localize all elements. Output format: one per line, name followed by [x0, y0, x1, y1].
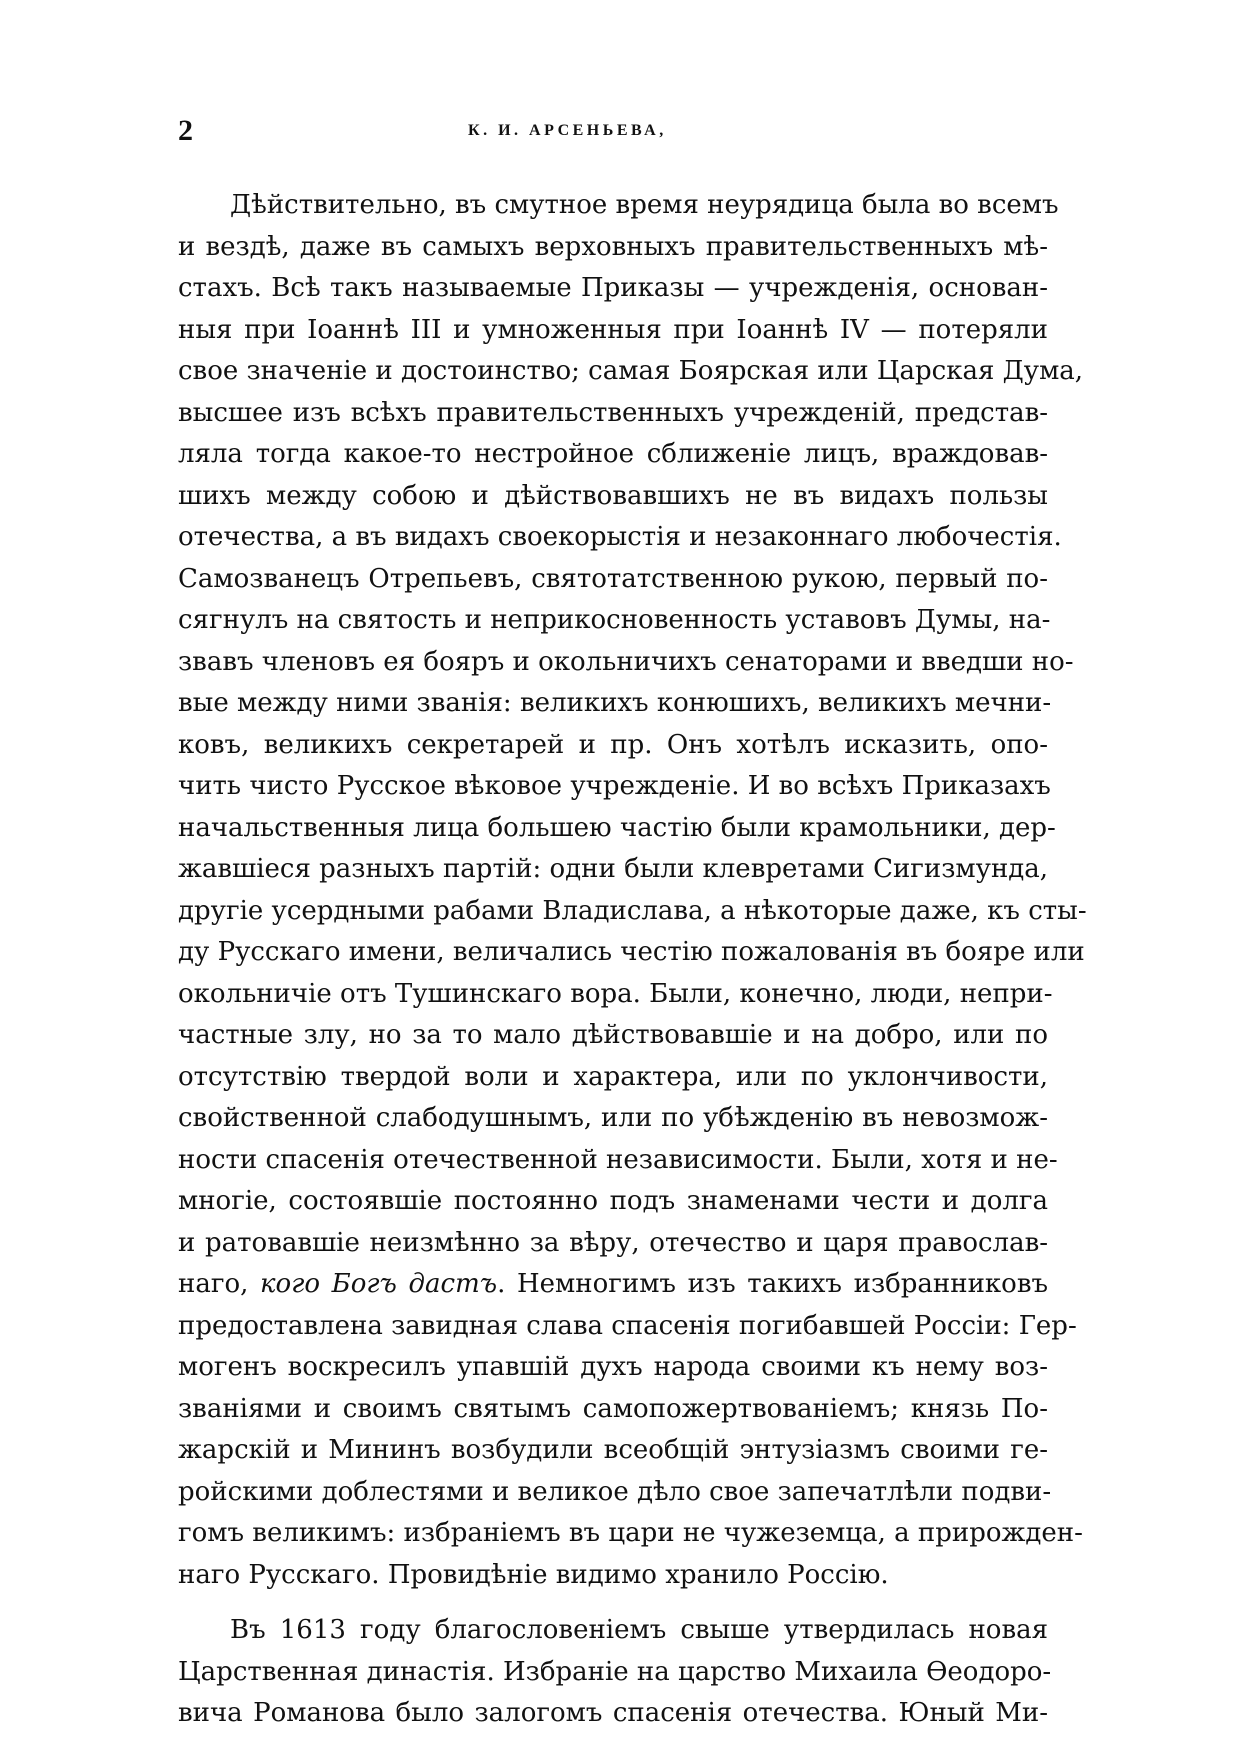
text-line: и ратовавшіе неизмѣнно за вѣру, отечество и царя православ-	[178, 1227, 1048, 1258]
text-line: ду Русскаго имени, величались честію пожалованія въ бояре или	[178, 937, 1085, 967]
text-line: жарскій и Мининъ возбудили всеобщій энтузіазмъ своими ге-	[178, 1435, 1048, 1465]
text-line: ныя при Іоаннѣ III и умноженныя при Іоаннѣ IV — потеряли	[178, 314, 1048, 345]
text-line: Дѣйствительно, въ смутное время неурядица была во всемъ	[230, 190, 1059, 220]
text-line: ковъ, великихъ секретарей и пр. Онъ хотѣлъ исказить, опо-	[178, 729, 1048, 760]
text-line: вича Романова было залогомъ спасенія отечества. Юный Ми-	[178, 1698, 1048, 1728]
text-line: свое значеніе и достоинство; самая Боярская или Царская Дума,	[178, 356, 1084, 386]
text-line: могенъ воскресилъ упавшій духъ народа своими къ нему воз-	[178, 1352, 1048, 1382]
text-line: другіе усердными рабами Владислава, а нѣкоторые даже, къ сты-	[178, 895, 1087, 926]
text-line: званіями и своимъ святымъ самопожертвованіемъ; князь По-	[178, 1393, 1048, 1424]
text-line: частные злу, но за то мало дѣйствовавшіе и на добро, или по	[178, 1020, 1048, 1050]
text-line: Въ 1613 году благословеніемъ свыше утвердилась новая	[230, 1615, 1048, 1645]
text-line: отсутствію твердой воли и характера, или по уклончивости,	[178, 1061, 1048, 1092]
text-line: Самозванецъ Отрепьевъ, святотатственною рукою, первый по-	[178, 563, 1048, 594]
text-line: сягнулъ на святость и неприкосновенность уставовъ Думы, на-	[178, 605, 1051, 635]
text-line: и вездѣ, даже въ самыхъ верховныхъ правительственныхъ мѣ-	[178, 231, 1048, 262]
text-line: предоставлена завидная слава спасенія погибавшей Россіи: Гер-	[178, 1310, 1077, 1341]
text-line: отечества, а въ видахъ своекорыстія и незаконнаго любочестія.	[178, 522, 1062, 552]
text-line: начальственныя лица большею частію были крамольники, дер-	[178, 812, 1056, 843]
text-line: стахъ. Всѣ такъ называемые Приказы — учрежденія, основан-	[178, 273, 1048, 303]
text-line: чить чисто Русское вѣковое учрежденіе. И во всѣхъ Приказахъ	[178, 771, 1051, 801]
italic-phrase: кого Богъ дастъ	[260, 1269, 498, 1299]
text-line: гомъ великимъ: избраніемъ въ цари не чужеземца, а прирожден-	[178, 1518, 1083, 1548]
text-line: наго, кого Богъ дастъ. Немногимъ изъ такихъ избранниковъ	[178, 1269, 1049, 1299]
text-line: жавшіеся разныхъ партій: одни были клевретами Сигизмунда,	[178, 854, 1049, 884]
text-line: звавъ членовъ ея бояръ и окольничихъ сенаторами и введши но-	[178, 646, 1074, 677]
page-number: 2	[178, 114, 193, 147]
text-line: Царственная династія. Избраніе на царство Михаила Ѳеодоро-	[178, 1656, 1052, 1687]
body-text	[178, 185, 1087, 1735]
paragraph-2	[178, 1610, 1052, 1735]
text-line: ности спасенія отечественной независимости. Были, хотя и не-	[178, 1144, 1058, 1175]
page-header	[178, 114, 1058, 154]
text-line: многіе, состоявшіе постоянно подъ знаменами чести и долга	[178, 1186, 1048, 1216]
text-line: окольничіе отъ Тушинскаго вора. Были, конечно, люди, непри-	[178, 978, 1053, 1009]
text-line: вые между ними званія: великихъ конюшихъ, великихъ мечни-	[178, 688, 1052, 718]
text-line: шихъ между собою и дѣйствовавшихъ не въ видахъ пользы	[178, 480, 1048, 511]
text-line: высшее изъ всѣхъ правительственныхъ учрежденій, представ-	[178, 397, 1048, 428]
paragraph-1	[178, 185, 1087, 1596]
running-title: К. И. АРСЕНЬЕВА,	[468, 122, 667, 139]
text-line: ляла тогда какое-то нестройное сближеніе лицъ, враждовав-	[178, 439, 1048, 469]
text-line: наго Русскаго. Провидѣніе видимо хранило Россію.	[178, 1559, 889, 1590]
text-line: свойственной слабодушнымъ, или по убѣжденію въ невозмож-	[178, 1103, 1048, 1133]
text-line: ройскими доблестями и великое дѣло свое запечатлѣли подви-	[178, 1476, 1052, 1507]
